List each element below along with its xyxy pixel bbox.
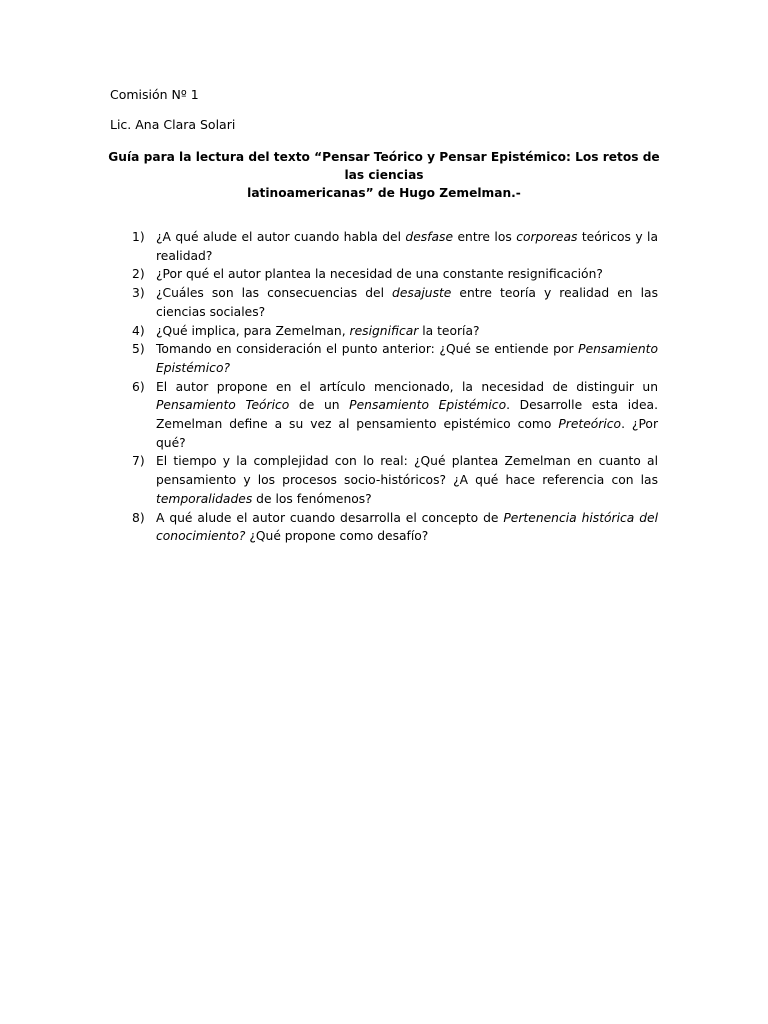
question-item: [110, 452, 658, 508]
commission-label: Comisión Nº 1: [110, 87, 199, 102]
question-text: [156, 267, 603, 281]
question-text-run: ¿Cuáles son las consecuencias del: [156, 286, 393, 301]
question-text-run: A qué alude el autor cuando desarrolla el concepto de: [156, 510, 504, 525]
question-text-run: Tomando en consideración el punto anterior: ¿Qué se entiende por: [156, 342, 579, 357]
question-number: 4): [132, 323, 145, 338]
question-number: 6): [132, 379, 145, 394]
question-text: [156, 230, 658, 263]
title-line-1: Guía para la lectura del texto “Pensar Teórico y Pensar Epistémico: Los retos de las ciencias: [108, 150, 660, 182]
question-text-run: ¿A qué alude el autor cuando habla del: [156, 230, 406, 244]
question-text-run: de los fenómenos?: [252, 491, 372, 506]
question-text-run: entre los: [453, 230, 517, 244]
question-number: 2): [132, 267, 145, 282]
question-text-run: ¿Qué propone como desafío?: [245, 529, 429, 544]
question-list: [110, 228, 658, 546]
question-emphasis: desfase: [405, 230, 454, 244]
question-item: [110, 378, 658, 453]
question-text-run: teóricos y la realidad?: [156, 230, 658, 263]
question-text: [156, 324, 480, 338]
question-emphasis: Pensamiento Epistémico: [349, 398, 507, 413]
question-text: [156, 286, 658, 319]
question-item: [110, 340, 658, 377]
question-text-run: . ¿Por qué?: [156, 417, 659, 450]
question-text-run: El autor propone en el artículo mencionado, la necesidad de distinguir un: [156, 379, 658, 394]
question-item: [110, 228, 658, 265]
question-text: [156, 342, 658, 375]
question-item: [110, 265, 658, 284]
question-text: [156, 511, 658, 544]
title-line-2: latinoamericanas” de Hugo Zemelman.-: [247, 186, 521, 200]
question-text-run: de un: [289, 398, 350, 413]
question-emphasis: corporeas: [516, 230, 578, 244]
question-text-run: El tiempo y la complejidad con lo real: ¿Qué plantea Zemelman en cuanto al pensamiento y los procesos socio-históricos? ¿A qué hace referencia con las: [156, 454, 658, 488]
question-text-run: . Desarrolle esta idea. Zemelman define a su vez al pensamiento epistémico como: [156, 398, 658, 432]
question-text-run: la teoría?: [418, 323, 480, 338]
question-number: 1): [132, 230, 145, 244]
question-number: 3): [132, 286, 145, 301]
question-emphasis: temporalidades: [156, 491, 253, 506]
question-number: 8): [132, 510, 145, 525]
question-item: [110, 284, 658, 321]
question-emphasis: desajuste: [392, 286, 452, 301]
question-text-run: ¿Qué implica, para Zemelman,: [156, 323, 350, 338]
document-title: [108, 148, 660, 202]
question-text-run: entre teoría y realidad en las ciencias sociales?: [156, 286, 658, 319]
question-emphasis: Pensamiento Epistémico?: [156, 342, 658, 375]
question-emphasis: Preteórico: [558, 417, 622, 432]
author-label: Lic. Ana Clara Solari: [110, 117, 236, 132]
question-emphasis: Pensamiento Teórico: [156, 398, 290, 413]
question-text-run: ¿Por qué el autor plantea la necesidad de una constante resignificación?: [156, 267, 603, 282]
question-text: [156, 380, 658, 450]
question-text: [156, 454, 658, 505]
question-item: [110, 509, 658, 546]
question-number: 7): [132, 454, 145, 469]
question-emphasis: resignificar: [349, 323, 419, 338]
question-number: 5): [132, 342, 145, 357]
question-item: [110, 322, 658, 341]
question-emphasis: Pertenencia histórica del conocimiento?: [156, 510, 659, 544]
